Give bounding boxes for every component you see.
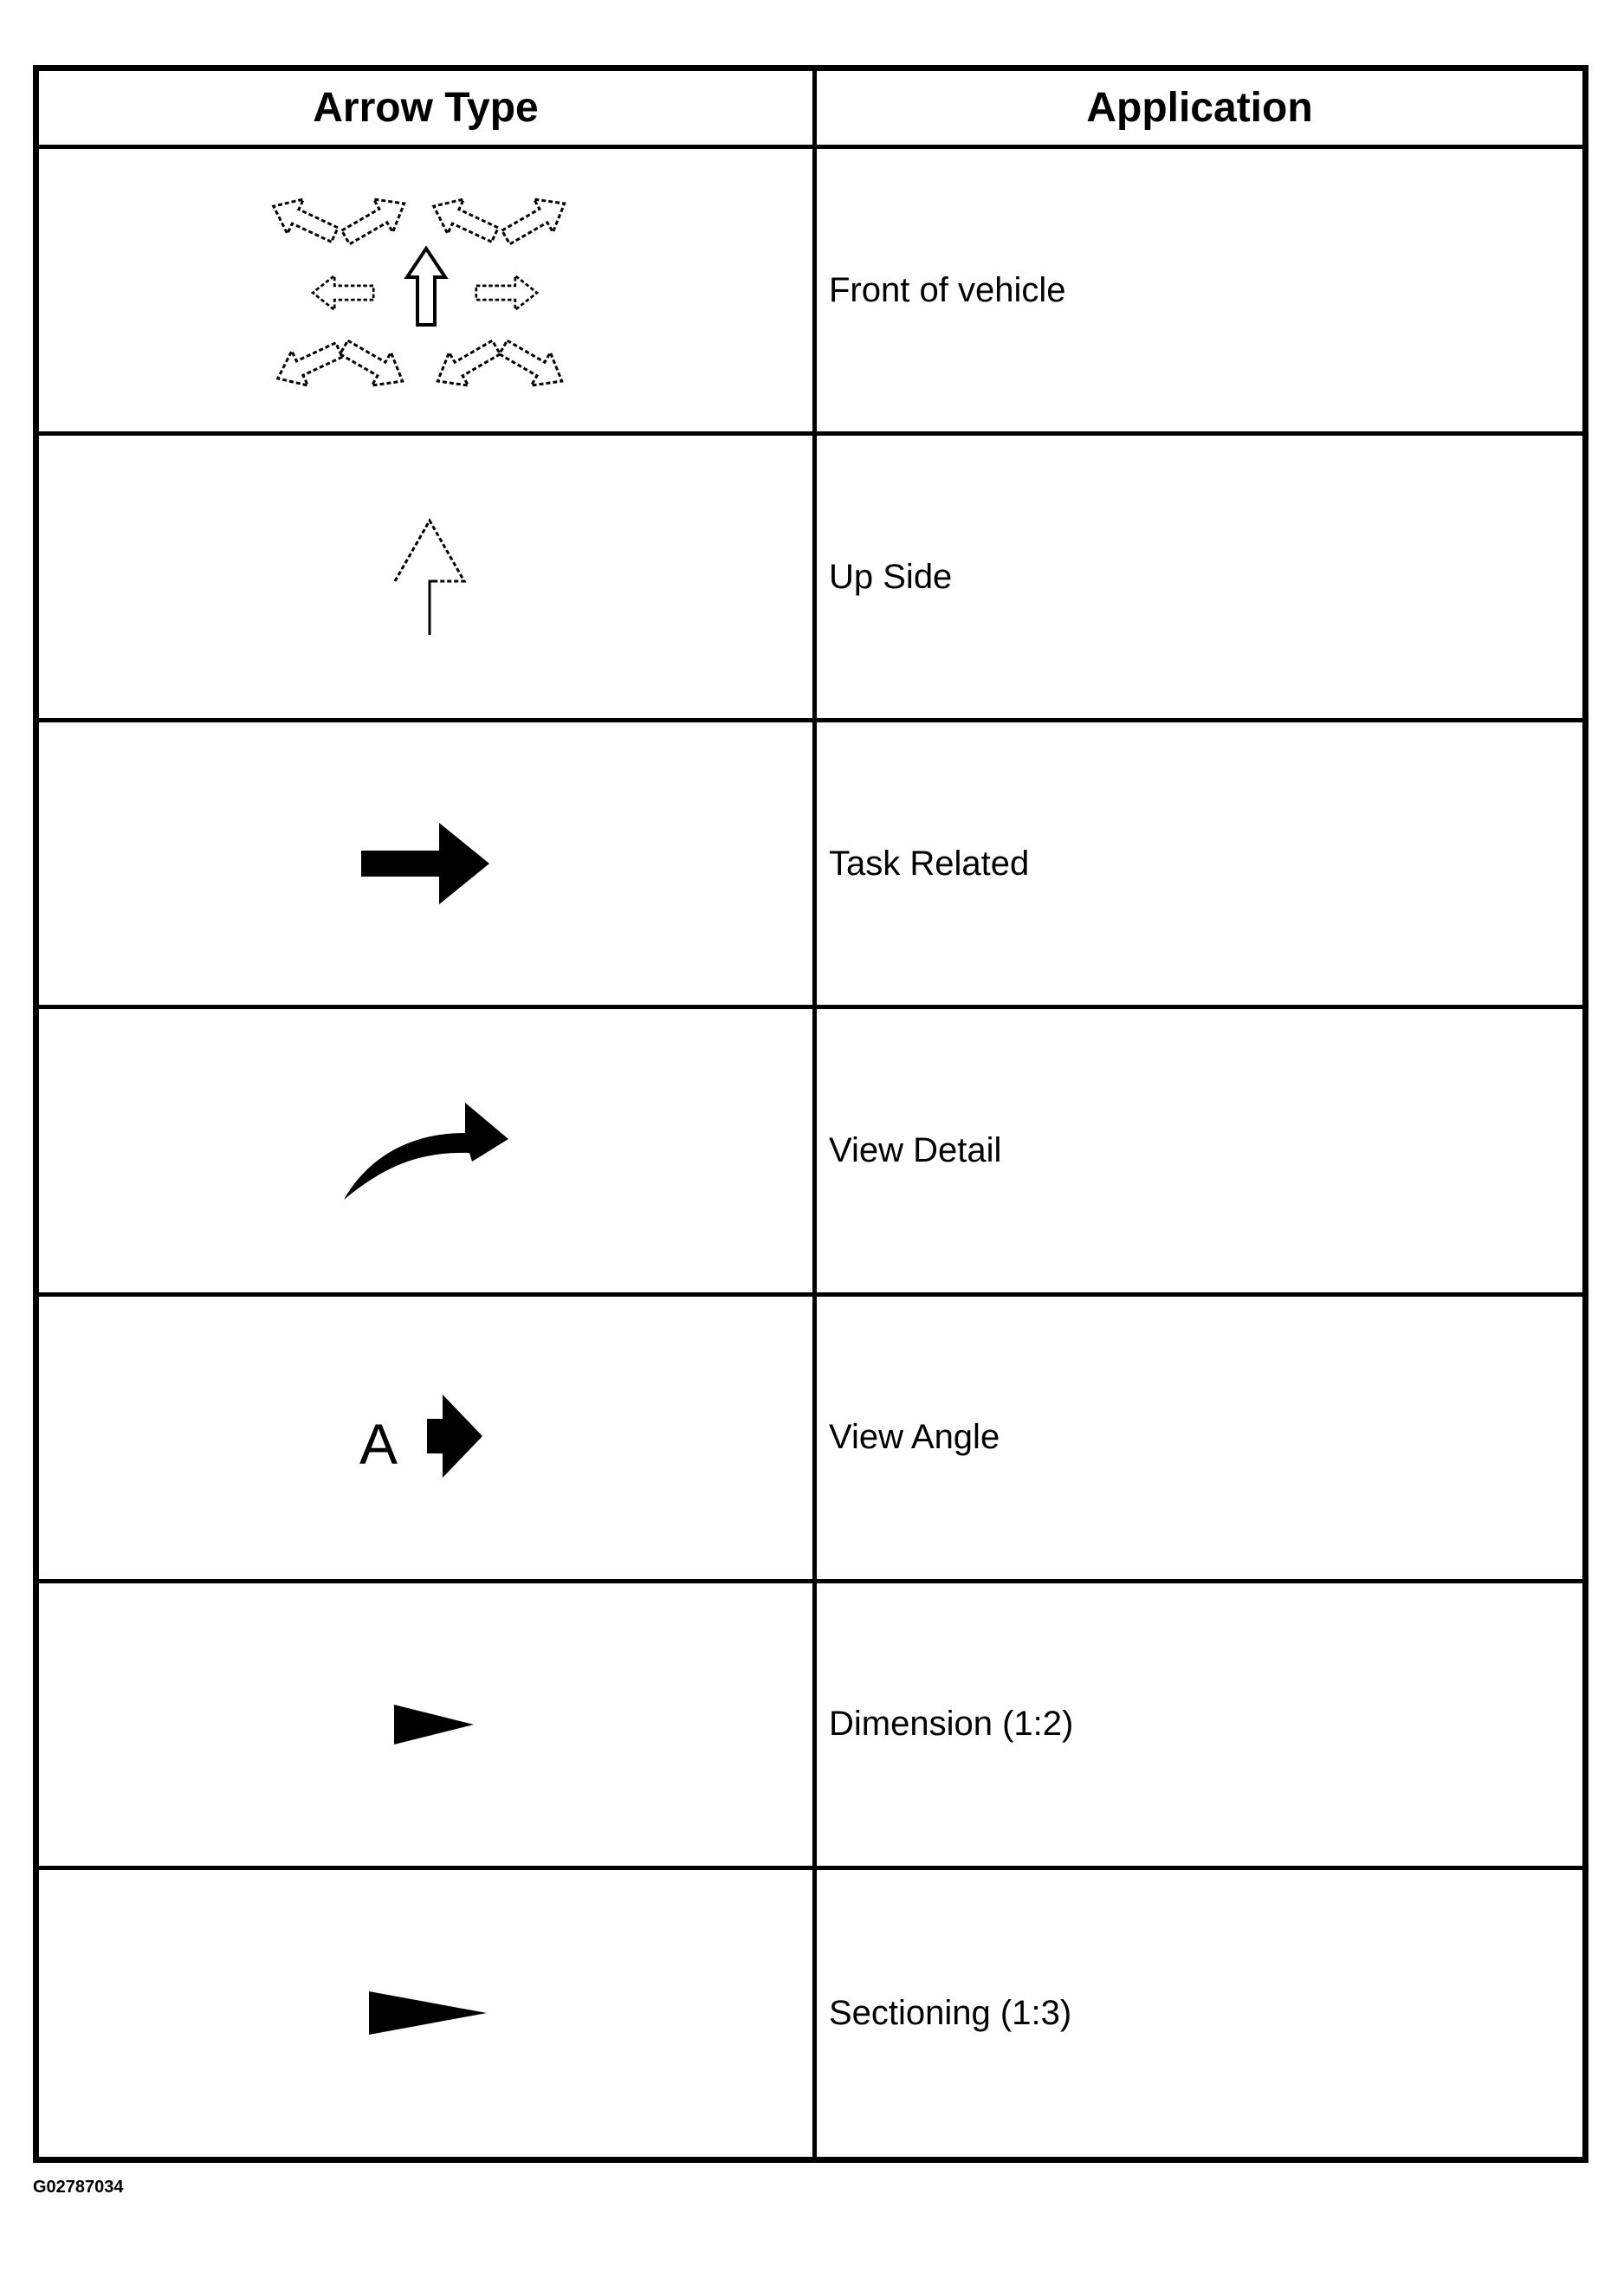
table-row-symbol-cell xyxy=(39,436,817,722)
view-angle-arrow-icon xyxy=(353,1386,500,1490)
curved-right-arrow-icon xyxy=(335,1094,517,1207)
application-label: Dimension (1:2) xyxy=(829,1705,1074,1744)
header-arrow-type xyxy=(39,71,817,149)
arrow-legend-table xyxy=(33,65,1588,2163)
table-row-application-cell xyxy=(817,436,1582,722)
table-row-application-cell xyxy=(817,1583,1582,1870)
header-arrow-type-label: Arrow Type xyxy=(313,85,539,131)
table-row-symbol-cell xyxy=(39,1009,817,1296)
header-application-label: Application xyxy=(1086,85,1313,131)
table-row-application-cell xyxy=(817,722,1582,1009)
outlined-up-arrow-icon xyxy=(374,512,478,642)
table-row-symbol-cell xyxy=(39,722,817,1009)
application-label: Task Related xyxy=(829,844,1030,883)
dimension-arrowhead-icon xyxy=(370,1694,482,1755)
application-label: View Detail xyxy=(829,1130,1002,1169)
front-of-vehicle-arrows-icon xyxy=(244,178,608,403)
application-label: View Angle xyxy=(829,1418,1000,1457)
table-row-application-cell xyxy=(817,1297,1582,1583)
table-row-application-cell xyxy=(817,1870,1582,2157)
solid-right-arrow-icon xyxy=(353,816,500,911)
table-row-application-cell xyxy=(817,1009,1582,1296)
table-row-symbol-cell xyxy=(39,1297,817,1583)
sectioning-arrowhead-icon xyxy=(357,1983,495,2043)
figure-code: G02787034 xyxy=(33,2178,124,2197)
table-row-symbol-cell xyxy=(39,149,817,436)
header-application xyxy=(817,71,1582,149)
view-angle-letter: A xyxy=(359,1411,398,1476)
table-row-application-cell xyxy=(817,149,1582,436)
table-row-symbol-cell xyxy=(39,1583,817,1870)
application-label: Up Side xyxy=(829,557,953,596)
application-label: Sectioning (1:3) xyxy=(829,1993,1072,2032)
application-label: Front of vehicle xyxy=(829,270,1066,309)
table-row-symbol-cell xyxy=(39,1870,817,2157)
